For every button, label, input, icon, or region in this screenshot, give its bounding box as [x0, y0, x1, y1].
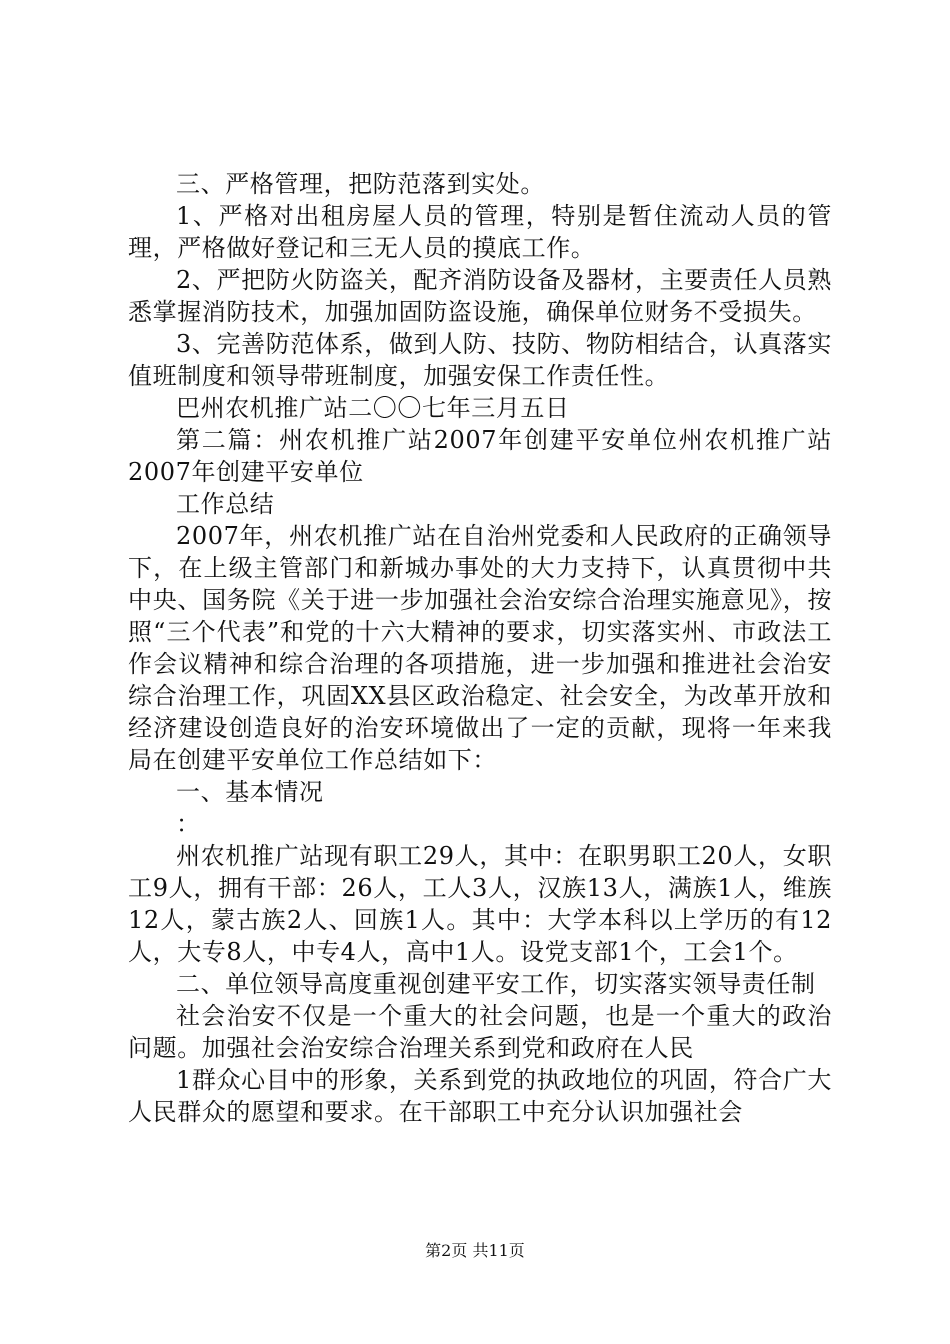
paragraph-colon: ：	[176, 810, 201, 838]
paragraph-item-3: 3、完善防范体系，做到人防、技防、物防相结合，认真落实值班制度和领导带班制度，加强安保工作责任性。	[128, 330, 832, 390]
paragraph-intro: 2007年，州农机推广站在自治州党委和人民政府的正确领导下，在上级主管部门和新城办事处的大力支持下，认真贯彻中共中央、国务院《关于进一步加强社会治安综合治理实施意见》，按照“三个代表”和党的十六大精神的要求，切实落实州、市政法工作会议精神和综合治理的各项措施，进一步加强和推进社会治安综合治理工作，巩固XX县区政治稳定、社会安全，为改革开放和经济建设创造良好的治安环境做出了一定的贡献，现将一年来我局在创建平安单位工作总结如下：	[128, 522, 832, 774]
paragraph-signature-date: 巴州农机推广站二〇〇七年三月五日	[176, 394, 570, 422]
paragraph-second-article-title: 第二篇：州农机推广站2007年创建平安单位州农机推广站2007年创建平安单位	[128, 426, 832, 486]
paragraph-staff-stats: 州农机推广站现有职工29人，其中：在职男职工20人，女职工9人，拥有干部：26人，工人3人，汉族13人，满族1人，维族12人，蒙古族2人、回族1人。其中：大学本科以上学历的有12人，大专8人，中专4人，高中1人。设党支部1个，工会1个。	[128, 842, 832, 966]
document-body	[128, 168, 832, 1128]
paragraph-section-2-heading: 二、单位领导高度重视创建平安工作，切实落实领导责任制	[176, 970, 816, 998]
paragraph-security-importance: 社会治安不仅是一个重大的社会问题，也是一个重大的政治问题。加强社会治安综合治理关系到党和政府在人民	[128, 1002, 832, 1062]
paragraph-basic-heading: 一、基本情况	[176, 778, 324, 806]
paragraph-item-1: 1、严格对出租房屋人员的管理，特别是暂住流动人员的管理，严格做好登记和三无人员的摸底工作。	[128, 202, 832, 262]
paragraph-continuation: 1群众心目中的形象，关系到党的执政地位的巩固，符合广大人民群众的愿望和要求。在干部职工中充分认识加强社会	[128, 1066, 832, 1126]
paragraph-section-3-heading: 三、严格管理，把防范落到实处。	[176, 170, 545, 198]
paragraph-work-summary: 工作总结	[176, 490, 275, 518]
page-footer: 第2页 共11页	[425, 1241, 525, 1260]
paragraph-item-2: 2、严把防火防盗关，配齐消防设备及器材，主要责任人员熟悉掌握消防技术，加强加固防盗设施，确保单位财务不受损失。	[128, 266, 832, 326]
